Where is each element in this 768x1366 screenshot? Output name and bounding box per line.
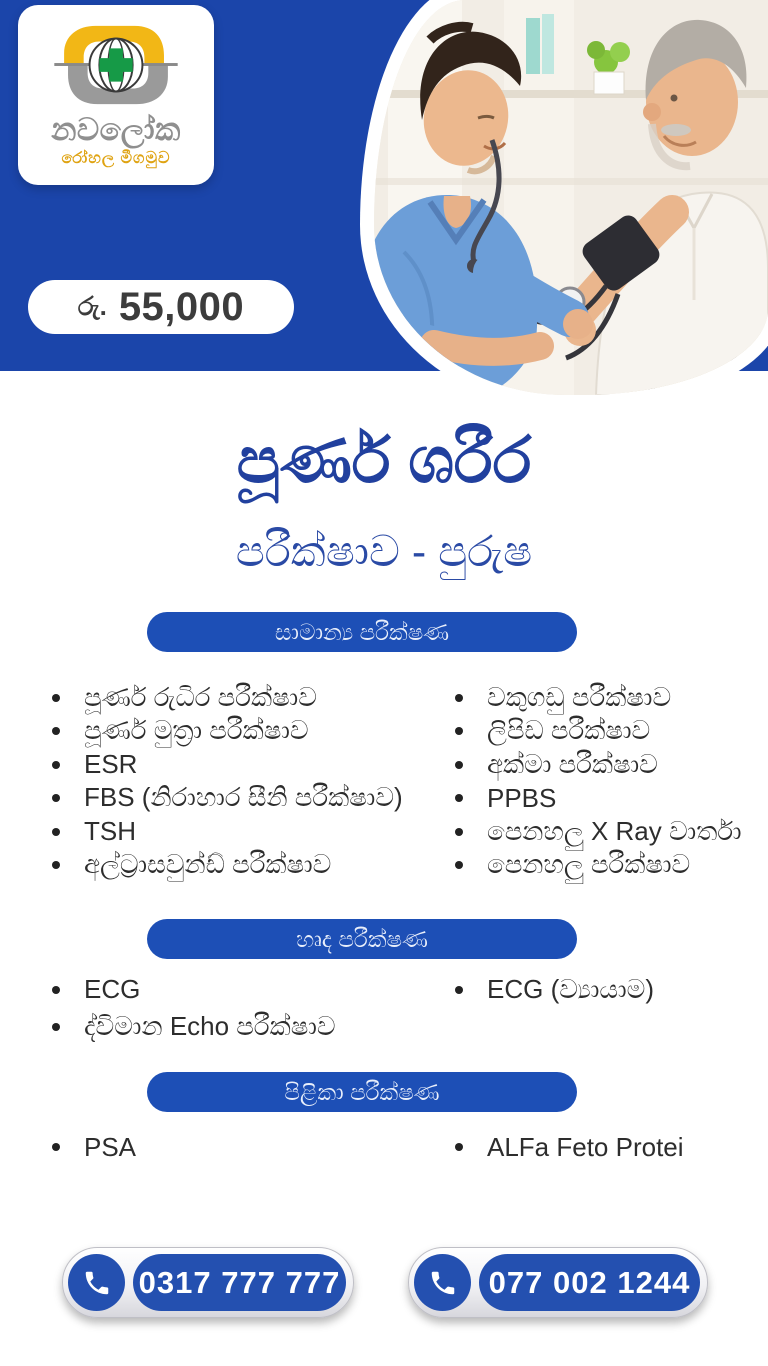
heart-tests-left-column [52,971,452,1045]
list-item [52,815,450,849]
section-heading-label: පිළිකා පරීක්ෂණ [284,1078,440,1105]
general-tests-left-column [52,681,450,882]
list-item-label: FBS (නිරාහාර සීනි පරීක්ෂාව) [84,782,403,813]
list-item-label: පූර්ණ මුත්‍රා පරීක්ෂාව [84,715,309,746]
list-item [52,748,450,782]
phone-icon [414,1254,471,1311]
list-item-label: ECG [84,974,141,1004]
list-item-label: පෙනහලු X Ray වාර්තා [487,815,742,846]
list-item [52,849,450,883]
price-currency: රු. [77,291,107,321]
heart-tests-right-column [455,971,767,1008]
list-item [52,1129,352,1165]
bullet-dot [52,986,60,994]
phone-button-2[interactable] [408,1247,708,1318]
list-item-label: පූර්ණ රුධිර පරීක්ෂාව [84,681,317,712]
nawaloka-logo-mark [51,18,181,112]
hospital-branch: රෝහල මීගමුව [61,150,171,168]
list-item-label: PSA [84,1131,137,1162]
list-item-label: වකුගඩු පරීක්ෂාව [487,681,672,712]
bullet-dot [455,828,463,836]
bullet-dot [455,1143,463,1151]
bullet-dot [52,1143,60,1151]
list-item-label: TSH [84,816,136,847]
phone-number: 0317 777 777 [133,1254,346,1311]
list-item-label: PPBS [487,782,557,813]
list-item [455,782,767,816]
bullet-dot [52,694,60,702]
list-item [52,1008,452,1045]
hospital-logo-card [18,5,214,185]
cancer-tests-right-column [455,1129,767,1165]
general-tests-right-column [455,681,767,882]
bullet-dot [52,828,60,836]
bullet-dot [52,1023,60,1031]
bullet-dot [455,794,463,802]
section-heading-label: සාමාන්‍ය පරීක්ෂණ [274,618,450,645]
list-item-label: ECG (ව්‍යායාම) [487,973,654,1004]
section-heading-cancer-tests [147,1072,577,1112]
list-item-label: අක්මා පරීක්ෂාව [487,748,658,779]
phone-number: 077 002 1244 [479,1254,700,1311]
list-item [52,782,450,816]
bullet-dot [52,727,60,735]
list-item [52,971,452,1008]
list-item [455,1129,767,1165]
section-heading-label: හෘද පරීක්ෂණ [296,925,428,952]
list-item [455,715,767,749]
hero-photo-illustration [374,0,768,395]
section-heading-general-tests [147,612,577,652]
bullet-dot [455,694,463,702]
list-item [52,715,450,749]
list-item [52,681,450,715]
page-subtitle: පරීක්ෂාව - පුරුෂ [235,528,533,576]
list-item [455,849,767,883]
bullet-dot [455,861,463,869]
list-item-label: පෙනහලු පරීක්ෂාව [487,849,691,880]
bullet-dot [455,986,463,994]
shelf-books [526,14,554,74]
cancer-tests-left-column [52,1129,352,1165]
list-item-label: ALFa Feto Protei [487,1131,684,1162]
hero-photo [374,0,768,395]
price-amount: 55,000 [118,284,245,329]
phone-button-1[interactable] [62,1247,354,1318]
list-item [455,815,767,849]
bullet-dot [52,794,60,802]
bullet-dot [52,861,60,869]
list-item-label: අල්ට්‍රාසවුන්ඩ් පරීක්ෂාව [84,849,332,880]
price-badge [28,280,294,334]
page-title: පූර්ණ ශරීර [236,424,532,496]
section-heading-heart-tests [147,919,577,959]
list-item [455,681,767,715]
list-item [455,748,767,782]
list-item-label: ද්විමාන Echo පරීක්ෂාව [84,1010,336,1041]
bullet-dot [52,761,60,769]
bullet-dot [455,761,463,769]
phone-icon [68,1254,125,1311]
list-item-label: ලිපිඩ පරීක්ෂාව [487,715,651,746]
hospital-name: නවලෝක [51,112,181,147]
bullet-dot [455,727,463,735]
list-item [455,971,767,1008]
list-item-label: ESR [84,749,138,780]
